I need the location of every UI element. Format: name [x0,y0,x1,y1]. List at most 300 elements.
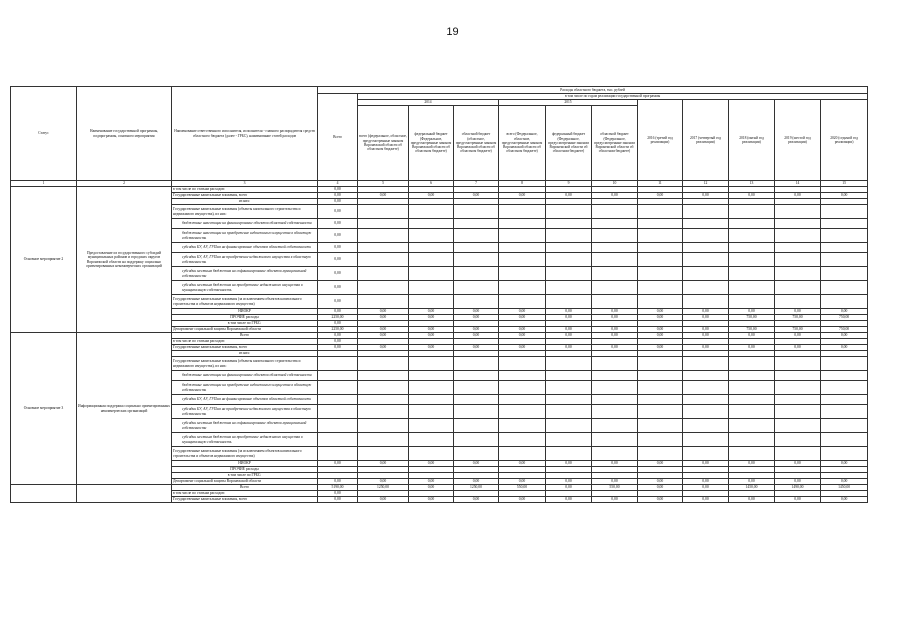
value-cell: 0,00 [683,485,729,491]
value-cell [499,267,546,281]
column-number: 8 [499,181,546,187]
value-cell: 0,00 [638,461,683,467]
header-col-6: федеральный бюджет (Федеральное, предусмотренные законом Воронежской области об областном бюджете) [409,106,454,181]
value-cell [546,357,592,371]
value-cell: 0,00 [775,333,821,339]
value-cell [409,281,454,295]
value-cell [409,219,454,229]
value-cell [638,381,683,395]
value-cell [729,371,775,381]
value-cell: 0,00 [358,327,409,333]
value-cell: 0,00 [318,321,358,327]
value-cell [638,433,683,447]
value-cell: 0,00 [358,345,409,351]
value-cell [638,371,683,381]
value-cell [775,243,821,253]
value-cell: 0,00 [318,243,358,253]
column-number: 3 [172,181,318,187]
header-col-8: всего (Федеральное, областное, предусмотренные законом Воронежской области об областном бюджете) [499,106,546,181]
value-cell: 0,00 [499,345,546,351]
row-label: из них: [172,199,318,205]
value-cell [318,433,358,447]
value-cell [821,229,868,243]
header-col-13: 2018 (пятый год реализации) [729,100,775,181]
value-cell [454,433,499,447]
program-name-cell: Информационная поддержка социально ориентированных некоммерческих организаций [77,333,172,485]
value-cell: 0,00 [729,193,775,199]
value-cell: 0,00 [409,315,454,321]
value-cell: 0,00 [546,461,592,467]
value-cell [409,405,454,419]
value-cell: 0,00 [546,345,592,351]
value-cell: 750,00 [729,327,775,333]
value-cell [358,243,409,253]
value-cell [546,205,592,219]
value-cell: 0,00 [499,461,546,467]
value-cell [546,371,592,381]
value-cell: 0,00 [454,497,499,503]
value-cell: 0,00 [409,345,454,351]
value-cell: 750,00 [729,315,775,321]
value-cell [358,433,409,447]
value-cell: 0,00 [318,229,358,243]
header-col-10: областной бюджет (Федеральное, предусмотренные законом Воронежской области об областном бюджете) [592,106,638,181]
header-year-2015: 2015 [499,100,638,106]
value-cell: 0,00 [729,479,775,485]
value-cell [499,205,546,219]
value-cell: 0,00 [409,497,454,503]
column-number: 9 [546,181,592,187]
value-cell: 0,00 [499,315,546,321]
value-cell [775,295,821,309]
value-cell [409,433,454,447]
value-cell [454,357,499,371]
value-cell [592,243,638,253]
value-cell [592,357,638,371]
row-label: бюджетные инвестиции на финансирование объектов областной собственности [172,219,318,229]
value-cell: 0,00 [546,333,592,339]
row-label: Государственные капитальные вложения (за исключением объектов капитального строительства и объектов недвижимого имущества) [172,295,318,309]
value-cell [592,229,638,243]
program-name-cell [77,485,172,503]
row-label: в том числе по статьям расходов: [172,187,318,193]
value-cell [775,357,821,371]
value-cell [775,447,821,461]
status-cell: Основное мероприятие 2 [11,187,77,333]
value-cell [409,357,454,371]
value-cell [358,357,409,371]
header-expenses: Расходы областного бюджета, тыс. рублей [318,87,868,94]
value-cell: 0,00 [409,485,454,491]
value-cell: 0,00 [358,461,409,467]
value-cell [454,219,499,229]
value-cell: 0,00 [454,327,499,333]
value-cell: 0,00 [592,309,638,315]
value-cell [546,381,592,395]
value-cell: 0,00 [546,193,592,199]
value-cell [546,433,592,447]
value-cell [592,395,638,405]
value-cell [592,405,638,419]
value-cell [775,433,821,447]
value-cell: 0,00 [409,461,454,467]
value-cell [638,405,683,419]
row-label: НИОКР [172,309,318,315]
value-cell [821,205,868,219]
value-cell [499,219,546,229]
value-cell: 0,00 [821,333,868,339]
value-cell [592,281,638,295]
value-cell: 0,00 [638,327,683,333]
value-cell [729,219,775,229]
value-cell: 750,00 [775,315,821,321]
value-cell [638,253,683,267]
value-cell: 0,00 [318,491,358,497]
value-cell [775,405,821,419]
header-col-15: 2020 (седьмой год реализации) [821,100,868,181]
value-cell: 0,00 [592,497,638,503]
value-cell: 0,00 [499,309,546,315]
value-cell: 0,00 [499,333,546,339]
row-label: ПРОЧИЕ расходы [172,467,318,473]
value-cell [775,205,821,219]
value-cell: 0,00 [638,309,683,315]
value-cell: 0,00 [409,193,454,199]
value-cell: 0,00 [729,333,775,339]
value-cell [454,205,499,219]
value-cell [821,243,868,253]
value-cell [821,395,868,405]
row-label: в том числе по статьям расходов: [172,491,318,497]
value-cell [454,419,499,433]
header-col-12: 2017 (четвертый год реализации) [683,100,729,181]
value-cell: 0,00 [499,327,546,333]
value-cell [775,395,821,405]
value-cell [358,295,409,309]
value-cell [499,253,546,267]
header-year-2014: 2014 [358,100,499,106]
value-cell [454,267,499,281]
value-cell [499,419,546,433]
value-cell [638,229,683,243]
value-cell [546,295,592,309]
value-cell [409,243,454,253]
value-cell: 0,00 [318,281,358,295]
value-cell: 0,00 [592,479,638,485]
value-cell: 1490,00 [775,485,821,491]
value-cell [683,357,729,371]
value-cell [638,243,683,253]
column-number: 6 [409,181,454,187]
value-cell: 0,00 [638,485,683,491]
value-cell: 0,00 [454,345,499,351]
row-label: бюджетные инвестиции на приобретение недвижимого имущества в областную собственность [172,229,318,243]
value-cell [454,381,499,395]
column-number: 13 [729,181,775,187]
value-cell [318,419,358,433]
row-label: Государственные капитальные вложения, всего [172,497,318,503]
header-col-14: 2019 (шестой год реализации) [775,100,821,181]
header-executor: Наименование ответственного исполнителя, исполнителя - главного распорядителя средств областного бюджета (далее - ГРБС), наименование статей расходов [172,87,318,181]
value-cell [683,381,729,395]
value-cell [729,205,775,219]
value-cell [358,371,409,381]
value-cell: 2250,00 [318,327,358,333]
value-cell [683,371,729,381]
value-cell [318,357,358,371]
value-cell [499,229,546,243]
value-cell [592,419,638,433]
value-cell [546,447,592,461]
value-cell [499,281,546,295]
row-label: НИОКР [172,461,318,467]
column-number: 5 [358,181,409,187]
value-cell: 0,00 [775,193,821,199]
value-cell [358,419,409,433]
value-cell [546,253,592,267]
value-cell [409,295,454,309]
value-cell [454,295,499,309]
value-cell: 5190,00 [318,485,358,491]
value-cell [546,229,592,243]
value-cell: 0,00 [318,253,358,267]
value-cell: 0,00 [546,485,592,491]
value-cell [318,371,358,381]
value-cell [454,229,499,243]
value-cell: 1250,00 [454,485,499,491]
status-cell [11,485,77,503]
value-cell [638,219,683,229]
value-cell [683,447,729,461]
value-cell [729,243,775,253]
value-cell [683,219,729,229]
value-cell: 0,00 [729,497,775,503]
row-label: субсидии БУ, АУ, ГУПам на финансирование объектов областной собственности [172,395,318,405]
value-cell [729,447,775,461]
value-cell [592,381,638,395]
row-label: субсидии местным бюджетам на софинансирование объектов муниципальной собственности [172,419,318,433]
value-cell: 0,00 [638,333,683,339]
value-cell [821,219,868,229]
value-cell: 0,00 [318,193,358,199]
value-cell [409,205,454,219]
value-cell [409,267,454,281]
value-cell: 0,00 [454,333,499,339]
row-label: бюджетные инвестиции на приобретение недвижимого имущества в областную собственность [172,381,318,395]
value-cell [638,395,683,405]
value-cell: 1450,00 [729,485,775,491]
value-cell [683,405,729,419]
value-cell [683,267,729,281]
value-cell: 0,00 [499,497,546,503]
value-cell: 0,00 [318,205,358,219]
row-label: субсидии БУ, АУ, ГУПам на финансирование объектов областной собственности [172,243,318,253]
column-number: 2 [77,181,172,187]
value-cell [499,433,546,447]
value-cell [638,267,683,281]
value-cell: 0,00 [409,333,454,339]
column-number: 10 [592,181,638,187]
row-label: бюджетные инвестиции на финансирование объектов областной собственности [172,371,318,381]
value-cell: 0,00 [454,461,499,467]
row-label: субсидии БУ, АУ, ГУПам на приобретение недвижимого имущества в областную собственность [172,405,318,419]
value-cell [358,229,409,243]
value-cell [821,295,868,309]
value-cell: 0,00 [821,479,868,485]
value-cell [683,205,729,219]
value-cell [821,433,868,447]
value-cell: 0,00 [638,345,683,351]
value-cell [499,395,546,405]
value-cell [454,447,499,461]
value-cell: 0,00 [454,193,499,199]
value-cell [318,395,358,405]
value-cell [592,219,638,229]
value-cell: 0,00 [358,333,409,339]
row-label: субсидии БУ, АУ, ГУПам на приобретение недвижимого имущества в областную собственность [172,253,318,267]
status-cell: Основное мероприятие 3 [11,333,77,485]
value-cell [683,253,729,267]
value-cell: 0,00 [683,497,729,503]
value-cell: 550,00 [592,485,638,491]
row-label: Государственные капитальные вложения (за исключением объектов капитального строительства и объектов недвижимого имущества) [172,447,318,461]
value-cell [683,419,729,433]
value-cell: 0,00 [318,187,358,193]
value-cell: 0,00 [409,479,454,485]
value-cell [499,357,546,371]
value-cell [454,243,499,253]
value-cell [499,243,546,253]
value-cell [821,381,868,395]
row-label: Государственные капитальные вложения, всего [172,193,318,199]
row-label: Государственные капитальные вложения (объекты капитального строительства и недвижимого имущества), из них: [172,205,318,219]
value-cell: 1250,00 [358,485,409,491]
value-cell: 0,00 [592,327,638,333]
value-cell: 0,00 [409,309,454,315]
value-cell [821,253,868,267]
value-cell [318,447,358,461]
value-cell [358,381,409,395]
value-cell [638,295,683,309]
value-cell [775,267,821,281]
value-cell [683,433,729,447]
value-cell [409,419,454,433]
value-cell [729,229,775,243]
value-cell [821,419,868,433]
value-cell: 0,00 [454,309,499,315]
value-cell [729,433,775,447]
value-cell [821,357,868,371]
value-cell [358,267,409,281]
value-cell [821,405,868,419]
row-label: субсидии местным бюджетам на приобретение недвижимого имущества в муниципальную собственность [172,433,318,447]
value-cell [358,405,409,419]
value-cell: 0,00 [638,193,683,199]
column-number: 15 [821,181,868,187]
value-cell [638,357,683,371]
value-cell: 0,00 [683,327,729,333]
value-cell: 0,00 [592,333,638,339]
value-cell [454,405,499,419]
value-cell [358,281,409,295]
value-cell: 0,00 [358,479,409,485]
value-cell: 0,00 [821,461,868,467]
value-cell: 0,00 [821,497,868,503]
value-cell [358,205,409,219]
value-cell [499,381,546,395]
value-cell: 0,00 [318,333,358,339]
value-cell [454,281,499,295]
value-cell [409,253,454,267]
value-cell: 0,00 [318,461,358,467]
value-cell [358,219,409,229]
value-cell [821,267,868,281]
value-cell [409,371,454,381]
value-cell: 0,00 [318,479,358,485]
value-cell [358,253,409,267]
value-cell: 0,00 [318,199,358,205]
value-cell [546,243,592,253]
value-cell: 0,00 [499,193,546,199]
value-cell [683,395,729,405]
value-cell [358,395,409,405]
value-cell: 0,00 [546,327,592,333]
row-label: Департамент социальной защиты Воронежской области [172,479,318,485]
value-cell: 0,00 [318,219,358,229]
value-cell [318,381,358,395]
value-cell: 750,00 [775,327,821,333]
value-cell: 0,00 [592,345,638,351]
value-cell: 750,00 [821,327,868,333]
row-label: Всего [172,485,318,491]
value-cell [729,357,775,371]
value-cell: 0,00 [592,461,638,467]
value-cell [546,219,592,229]
column-number: 11 [638,181,683,187]
row-label: в том числе по статьям расходов: [172,339,318,345]
value-cell [729,295,775,309]
value-cell: 1450,00 [821,485,868,491]
value-cell: 0,00 [729,461,775,467]
row-label: из них: [172,351,318,357]
value-cell: 0,00 [546,309,592,315]
column-number: 14 [775,181,821,187]
value-cell [499,295,546,309]
value-cell [775,371,821,381]
value-cell: 750,00 [821,315,868,321]
value-cell: 0,00 [683,461,729,467]
row-label: Всего [172,333,318,339]
value-cell: 0,00 [638,479,683,485]
row-label: Департамент социальной защиты Воронежской области [172,327,318,333]
value-cell [592,371,638,381]
header-col-5: всего (федеральное, областное, предусмотренные законом Воронежской области об областном бюджете) [358,106,409,181]
value-cell [729,395,775,405]
value-cell: 0,00 [683,479,729,485]
value-cell [775,253,821,267]
value-cell [454,395,499,405]
value-cell: 0,00 [683,345,729,351]
value-cell: 0,00 [546,479,592,485]
value-cell: 0,00 [638,315,683,321]
value-cell: 2250,00 [318,315,358,321]
value-cell: 0,00 [318,339,358,345]
value-cell: 0,00 [318,295,358,309]
value-cell [546,281,592,295]
value-cell [499,371,546,381]
value-cell: 0,00 [683,193,729,199]
header-total: Всего [318,94,358,181]
